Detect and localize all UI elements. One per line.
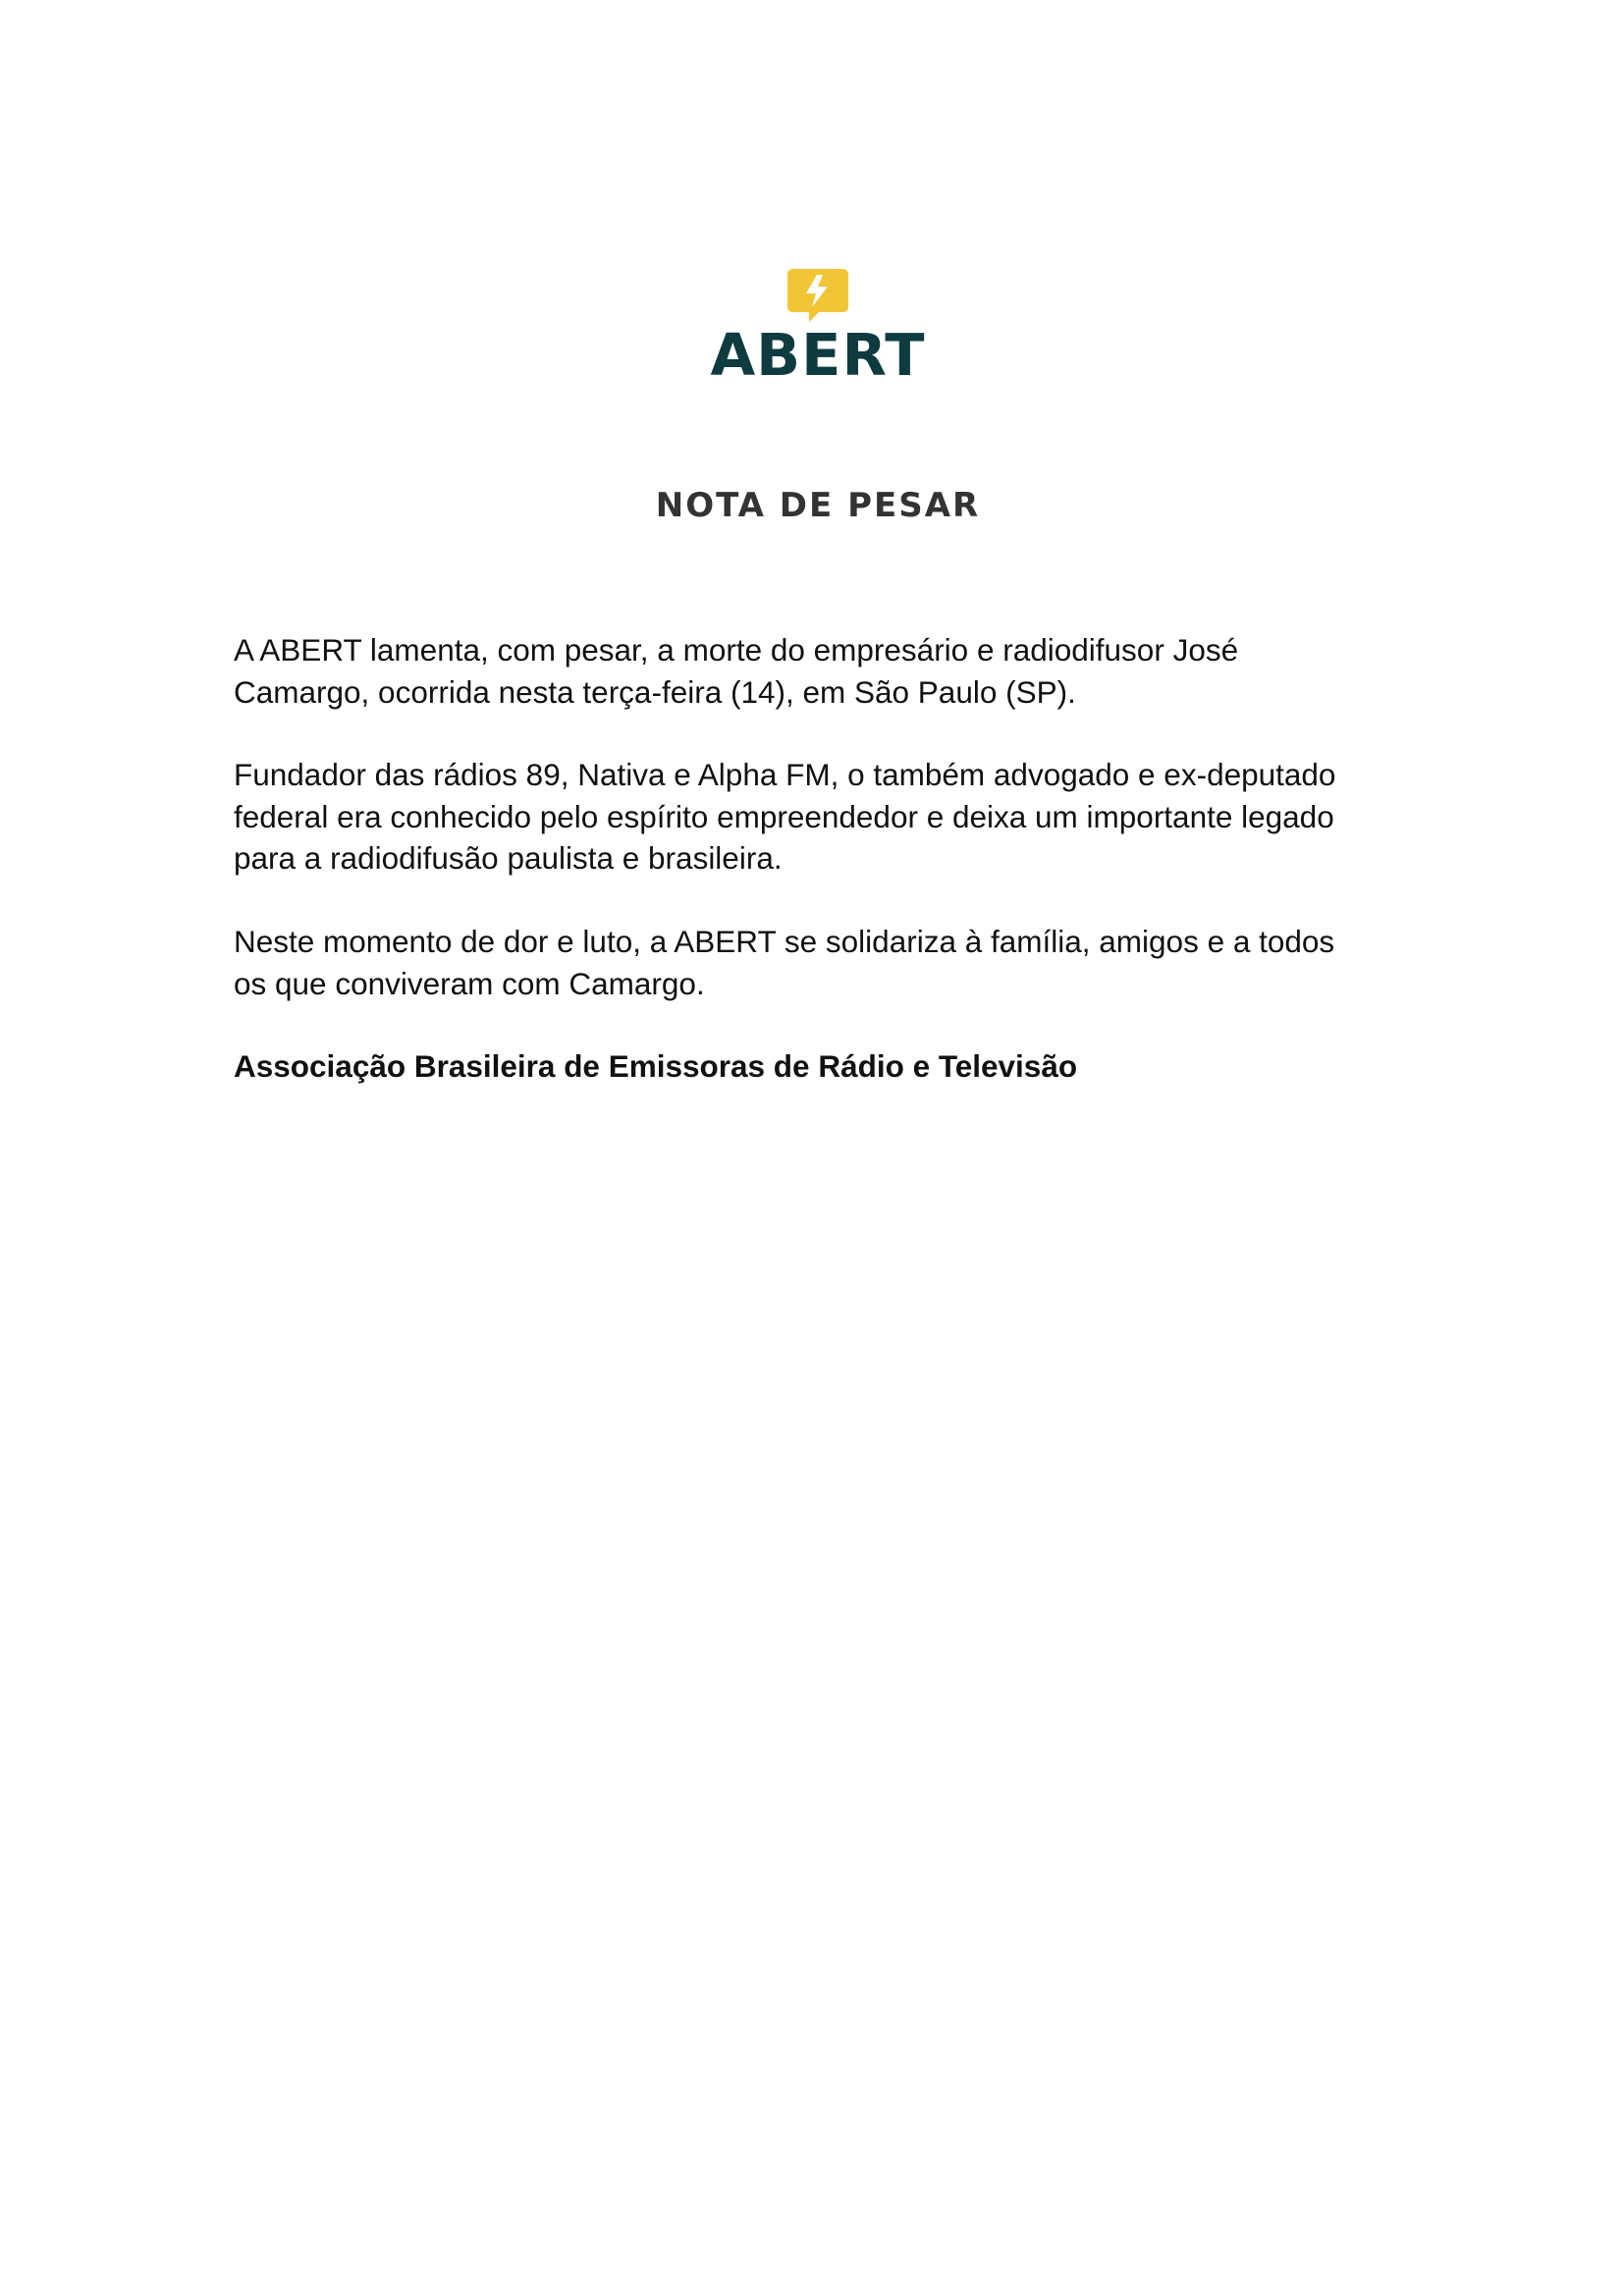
abert-logo	[705, 263, 931, 387]
page-title: NOTA DE PESAR	[655, 486, 981, 525]
paragraph-line: A ABERT lamenta, com pesar, a morte do empresário e radiodifusor José	[234, 632, 1239, 667]
signature: Associação Brasileira de Emissoras de Rádio e Televisão	[234, 1048, 1078, 1084]
paragraph-line: para a radiodifusão paulista e brasileira.	[234, 840, 783, 876]
paragraph-line: Fundador das rádios 89, Nativa e Alpha FM, o também advogado e ex-deputado	[234, 757, 1336, 792]
paragraph-1	[234, 629, 1412, 713]
paragraph-line: os que conviveram com Camargo.	[234, 965, 705, 1001]
paragraph-line: Neste momento de dor e luto, a ABERT se solidariza à família, amigos e a todos	[234, 924, 1335, 959]
logo-wordmark: ABERT	[710, 321, 926, 389]
lightning-speech-bubble-icon	[705, 263, 931, 326]
paragraph-line: Camargo, ocorrida nesta terça-feira (14), em São Paulo (SP).	[234, 673, 1076, 710]
paragraph-2	[234, 754, 1412, 880]
paragraph-3	[234, 921, 1412, 1004]
paragraph-line: federal era conhecido pelo espírito empreendedor e deixa um importante legado	[234, 798, 1334, 834]
